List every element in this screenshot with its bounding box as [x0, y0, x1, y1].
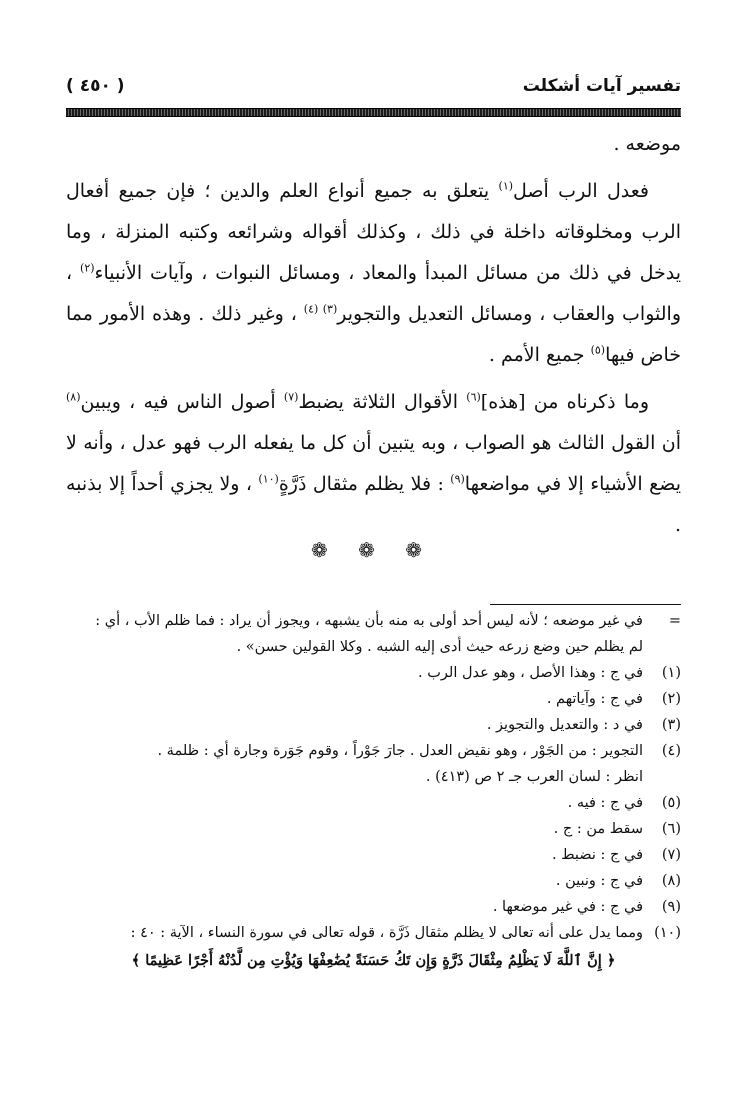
footnote-item — [66, 712, 681, 738]
quran-verse: ﴿ إِنَّ ٱللَّهَ لَا يَظْلِمُ مِثْقَالَ ذَرَّةٍ وَإِن تَكُ حَسَنَةً يُضَٰعِفْهَا وَيُؤْتِ مِن لَّدُنْهُ أَجْرًا عَظِيمًا ﴾ — [131, 952, 616, 969]
text-run: ، وغير ذلك . وهذه الأمور مما خاض فيها — [66, 303, 681, 366]
continuation-mark: = — [668, 613, 681, 629]
footnote-text: في ج : في غير موضعها . — [492, 899, 643, 915]
footnote-text: في ج : ونبين . — [555, 873, 643, 889]
text-run: فعدل الرب أصل — [513, 180, 649, 202]
footnote-text: ومما يدل على أنه تعالى لا يظلم مثقال ذَرَّة ، قوله تعالى في سورة النساء ، الآية : ٤٠ : — [130, 925, 643, 941]
footnote-continuation — [66, 608, 681, 634]
footnote-text: في ج : فيه . — [567, 795, 643, 811]
footnote-number: (٩) — [661, 899, 681, 915]
text-run: : فلا يظلم مثقال ذَرَّةٍ — [278, 473, 451, 495]
footnote-text: انظر : لسان العرب جـ ٢ ص (٤١٣) . — [425, 769, 643, 785]
footnote-item — [66, 686, 681, 712]
running-title: تفسير آيات أشكلت — [522, 76, 681, 96]
footnote-item — [66, 660, 681, 686]
footnote-number: (٧) — [661, 847, 681, 863]
footnote-text: لم يظلم حين وضع زرعه حيث أدى إليه الشبه . وكلا القولين حسن» . — [236, 639, 643, 655]
footnote-ref: (١٠) — [258, 472, 279, 486]
footnote-text: في غير موضعه ؛ لأنه ليس أحد أولى به منه بأن يشبهه ، ويجوز أن يراد : فما ظلم الأب ، أي : — [95, 613, 643, 629]
header-rule — [66, 108, 681, 117]
footnote-item — [66, 868, 681, 894]
text-run: جميع الأمم . — [488, 344, 591, 366]
text-run: ، ولا يجزي أحداً إلا بذنبه . — [66, 473, 681, 536]
footnote-ref: (٧) — [283, 390, 299, 404]
footnote-ref: (١) — [498, 179, 514, 193]
footnote-number: (٣) — [661, 717, 681, 733]
footnote-text: في د : والتعديل والتجويز . — [486, 717, 643, 733]
footnote-ref: (٨) — [66, 390, 81, 404]
page-number: ( ٤٥٠ ) — [66, 76, 125, 96]
footnote-text: في ج : وآياتهم . — [546, 691, 643, 707]
footnote-number: (٦) — [661, 821, 681, 837]
footnote-item — [66, 842, 681, 868]
footnotes — [66, 608, 681, 974]
footnote-rule — [490, 604, 681, 605]
footnote-number: (٢) — [661, 691, 681, 707]
footnote-number: (١٠) — [654, 925, 681, 941]
footnote-ref: (٥) — [590, 343, 606, 357]
footnote-number: (١) — [661, 665, 681, 681]
carryover-line: موضعه . — [613, 133, 681, 155]
footnote-text: في ج : نضبط . — [551, 847, 643, 863]
footnote-ref: (٦) — [466, 390, 481, 404]
footnote-number: (٨) — [661, 873, 681, 889]
paragraph-2 — [66, 382, 681, 546]
page-header — [66, 76, 681, 98]
section-separator-icon: ❁ ❁ ❁ — [311, 538, 434, 562]
text-run: ، والثواب والعقاب ، ومسائل التعديل والتجوير — [66, 262, 681, 325]
footnote-text: التجوير : من الجَوْر ، وهو نقيض العدل . جارَ جَوْراً ، وقوم جَوَرة وجارة أي : ظلمة . — [157, 743, 643, 759]
footnote-item — [66, 894, 681, 920]
text-run: يتعلق به جميع أنواع العلم والدين ؛ فإن جميع أفعال الرب ومخلوقاته داخلة في ذلك ، وكذلك أقواله وشرائعه وكتبه المنزلة ، وما يدخل في ذلك من مسائل المبدأ والمعاد ، ومسائل النبوات ، وآيات الأنبياء — [66, 180, 682, 284]
text-run: أصول الناس فيه ، ويبين — [80, 391, 284, 413]
footnote-text: سقط من : ج . — [553, 821, 643, 837]
footnote-text: في ج : وهذا الأصل ، وهو عدل الرب . — [418, 665, 643, 681]
footnote-ref: (٣) (٤) — [303, 302, 338, 316]
text-run: وما ذكرناه من [هذه] — [480, 391, 649, 413]
paragraph-1 — [66, 171, 681, 376]
footnote-item — [66, 920, 681, 946]
footnote-number: (٤) — [661, 743, 681, 759]
footnote-continuation — [66, 634, 681, 660]
footnote-ref: (٢) — [80, 261, 95, 275]
footnote-item — [66, 816, 681, 842]
text-run: أن القول الثالث هو الصواب ، وبه يتبين أن كل ما يفعله الرب فهو عدل ، وأنه لا يضع الأشياء إلا في مواضعها — [66, 432, 681, 495]
footnote-number: (٥) — [661, 795, 681, 811]
main-text — [66, 124, 681, 546]
text-run: الأقوال الثلاثة يضبط — [298, 391, 467, 413]
footnote-item — [66, 790, 681, 816]
footnote-item — [66, 764, 681, 790]
footnote-item — [66, 738, 681, 764]
footnote-ref: (٩) — [450, 472, 465, 486]
